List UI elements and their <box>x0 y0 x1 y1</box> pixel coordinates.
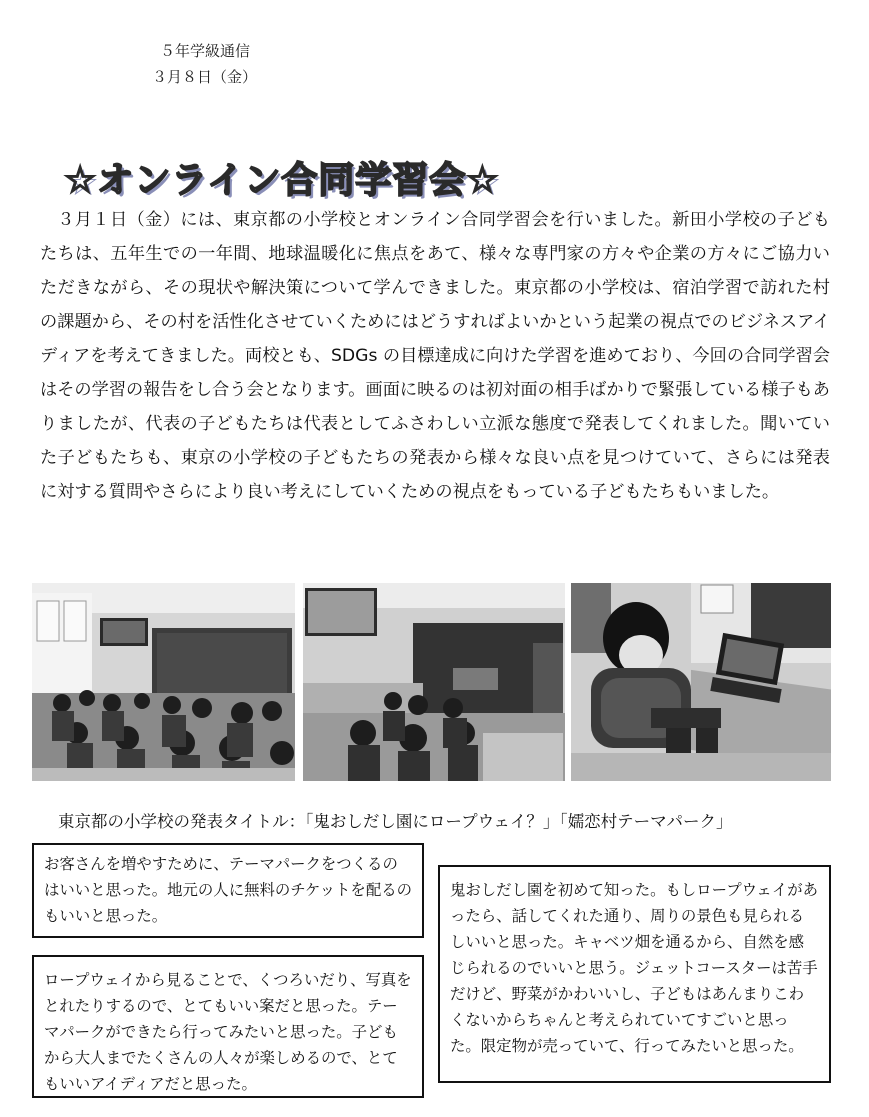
classroom-photo-1 <box>32 583 295 781</box>
newsletter-name: ５年学級通信 <box>160 42 251 60</box>
student-comment-box: ロープウェイから見ることで、くつろいだり、写真をとれたりするので、とてもいい案だと思った。テーマパークができたら行ってみたいと思った。子どもから大人までたくさんの人々が楽しめるので、とてもいいアイディアだと思った。 <box>32 955 424 1098</box>
article-body: ３月１日（金）には、東京都の小学校とオンライン合同学習会を行いました。新田小学校の子どもたちは、五年生での一年間、地球温暖化に焦点をあて、様々な専門家の方々や企業の方々にご協力いただきながら、その現状や解決策について学んできました。東京都の小学校は、宿泊学習で訪れた村の課題から、その村を活性化させていくためにはどうすればよいかという起業の視点でのビジネスアイディアを考えてきました。両校とも、SDGs の目標達成に向けた学習を進めており、今回の合同学習会はその学習の報告をし合う会となります。画面に映るのは初対面の相手ばかりで緊張している様子もありましたが、代表の子どもたちは代表としてふさわしい立派な態度で発表してくれました。聞いていた子どもたちも、東京の小学校の子どもたちの発表から様々な良い点を見つけていて、さらには発表に対する質問やさらにより良い考えにしていくための視点をもっている子どもたちもいました。 <box>40 210 830 502</box>
student-comment-box: 鬼おしだし園を初めて知った。もしロープウェイがあったら、話してくれた通り、周りの景色も見られるしいいと思った。キャベツ畑を通るから、自然を感じられるのでいいと思う。ジェットコースターは苦手だけど、野菜がかわいいし、子どもはあんまりこわくないからちゃんと考えられていてすごいと思った。限定物が売っていて、行ってみたいと思った。 <box>438 865 831 1083</box>
student-laptop-photo <box>571 583 831 781</box>
issue-date: ３月８日（金） <box>152 68 258 86</box>
classroom-photo-2 <box>303 583 565 781</box>
presentation-titles-caption: 東京都の小学校の発表タイトル：「鬼おしだし園にロープウェイ？」「嬬恋村テーマパーク」 <box>58 812 733 831</box>
article-title: ☆オンライン合同学習会☆ <box>64 160 500 201</box>
student-comment-box: お客さんを増やすために、テーマパークをつくるのはいいと思った。地元の人に無料のチケットを配るのもいいと思った。 <box>32 843 424 938</box>
